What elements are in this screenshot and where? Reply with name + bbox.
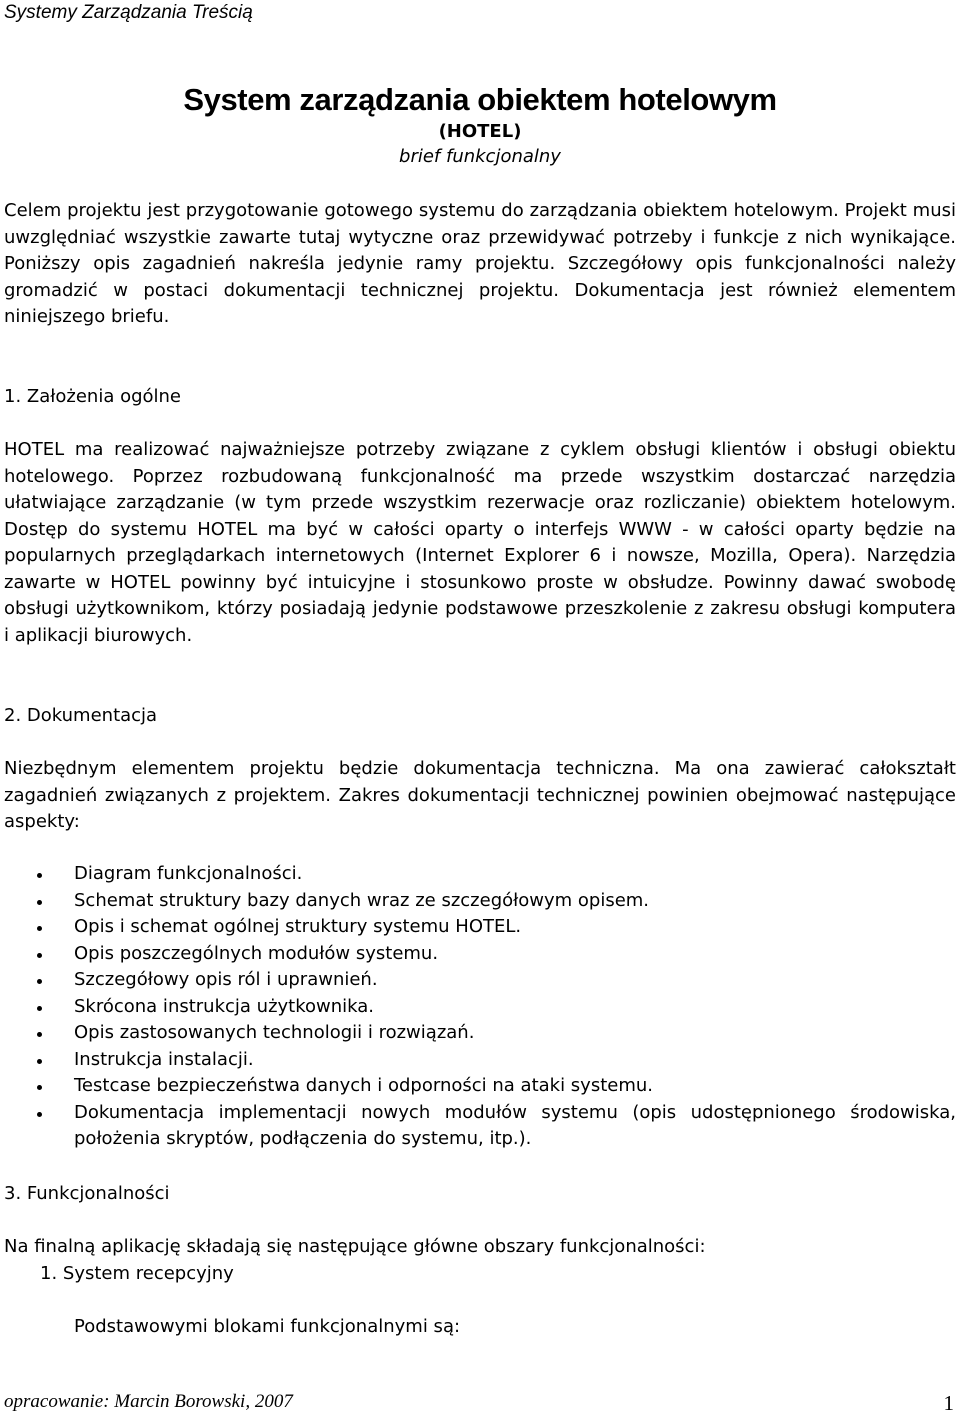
list-item xyxy=(0,1047,956,1074)
section-2-heading: 2. Dokumentacja xyxy=(4,705,158,726)
list-item xyxy=(0,914,956,941)
running-header: Systemy Zarządzania Treścią xyxy=(4,2,253,23)
list-item-text: Dokumentacja implementacji nowych modułów systemu (opis udostępnionego środowiska, położenia skryptów, podłączenia do systemu, itp.). xyxy=(74,1101,956,1149)
list-item xyxy=(0,967,956,994)
list-item-text: Testcase bezpieczeństwa danych i odporności na ataki systemu. xyxy=(74,1075,654,1096)
running-footer: opracowanie: Marcin Borowski, 2007 xyxy=(4,1391,293,1412)
section-3-subitem-text: Podstawowymi blokami funkcjonalnymi są: xyxy=(74,1316,461,1337)
list-item-text: Opis poszczególnych modułów systemu. xyxy=(74,942,439,964)
bullet-icon xyxy=(37,1085,42,1090)
bullet-icon xyxy=(37,1112,42,1117)
section-1-heading: 1. Założenia ogólne xyxy=(4,386,182,407)
section-3-paragraph: Na finalną aplikację składają się następujące główne obszary funkcjonalności: xyxy=(4,1236,706,1257)
section-2-paragraph: Niezbędnym elementem projektu będzie dokumentacja techniczna. Ma ona zawierać całokształt zagadnień związanych z projektem. Zakres dokumentacji technicznej powinien obejmować następujące aspekty: xyxy=(4,758,956,832)
list-item-text: Instrukcja instalacji. xyxy=(74,1048,254,1070)
list-item-text: Schemat struktury bazy danych wraz ze szczegółowym opisem. xyxy=(74,889,650,911)
list-item-text: Skrócona instrukcja użytkownika. xyxy=(74,995,375,1017)
bullet-icon xyxy=(37,953,42,958)
list-item-text: Szczegółowy opis ról i uprawnień. xyxy=(74,969,378,990)
document-subtitle: (HOTEL) xyxy=(438,121,522,142)
bullet-icon xyxy=(37,1006,42,1011)
bullet-icon xyxy=(37,900,42,905)
intro-paragraph: Celem projektu jest przygotowanie gotowego systemu do zarządzania obiektem hotelowym. Projekt musi uwzględniać wszystkie zawarte tutaj wytyczne oraz przewidywać potrzeby i funkcje z nich wynikające. Poniższy opis zagadnień nakreśla jedynie ramy projektu. Szczegółowy opis funkcjonalności należy gromadzić w postaci dokumentacji technicznej projektu. Dokumentacja jest również elementem niniejszego briefu. xyxy=(4,200,956,327)
list-item xyxy=(0,1100,956,1153)
section-3-heading: 3. Funkcjonalności xyxy=(4,1183,170,1204)
bullet-icon xyxy=(37,926,42,931)
documentation-aspects-list xyxy=(0,861,956,1153)
list-item xyxy=(0,861,956,888)
document-tagline: brief funkcjonalny xyxy=(399,146,561,167)
bullet-icon xyxy=(37,1059,42,1064)
document-title: System zarządzania obiektem hotelowym xyxy=(183,82,777,117)
section-1-paragraph: HOTEL ma realizować najważniejsze potrzeby związane z cyklem obsługi klientów i obsługi obiektu hotelowego. Poprzez rozbudowaną funkcjonalność ma przede wszystkim dostarczać narzędzia ułatwiające zarządzanie (w tym przede wszystkim rezerwacje oraz rozliczanie) obiektem hotelowym. Dostęp do systemu HOTEL ma być w całości oparty o interfejs WWW - w całości oparty będzie na popularnych przeglądarkach internetowych (Internet Explorer 6 i nowsze, Mozilla, Opera). Narzędzia zawarte w HOTEL powinny być intuicyjne i stosunkowo proste w obsłudze. Powinny dawać swobodę obsługi użytkownikom, którzy posiadają jedynie podstawowe przeszkolenie z zakresu obsługi komputera i aplikacji biurowych. xyxy=(4,439,956,646)
bullet-icon xyxy=(37,979,42,984)
list-item xyxy=(0,941,956,968)
list-item xyxy=(0,1073,956,1100)
list-item xyxy=(0,1020,956,1047)
list-item xyxy=(0,888,956,915)
list-item-text: Opis i schemat ogólnej struktury systemu HOTEL. xyxy=(74,916,522,937)
page-number: 1 xyxy=(943,1391,954,1415)
section-3-subitem: 1. System recepcyjny xyxy=(40,1263,234,1284)
bullet-icon xyxy=(37,873,42,878)
list-item-text: Diagram funkcjonalności. xyxy=(74,863,303,884)
list-item xyxy=(0,994,956,1021)
bullet-icon xyxy=(37,1032,42,1037)
list-item-text: Opis zastosowanych technologii i rozwiązań. xyxy=(74,1022,475,1043)
